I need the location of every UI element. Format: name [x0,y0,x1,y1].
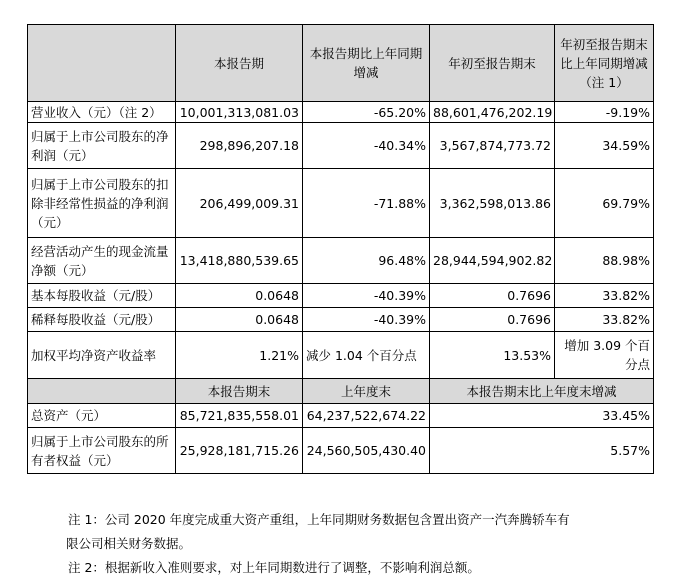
header-blank-cell [28,25,176,102]
header-current-yoy: 本报告期比上年同期增减 [303,25,430,102]
subheader-change: 本报告期末比上年度末增减 [430,379,654,404]
cell-value: 206,499,009.31 [176,169,303,238]
cell-value: 增加 3.09 个百分点 [555,332,654,379]
cell-value: 33.82% [555,284,654,308]
footnote-1-line-2: 限公司相关财务数据。 [66,536,192,551]
cell-value: 298,896,207.18 [176,123,303,169]
cell-value: -40.34% [303,123,430,169]
table-row [28,102,654,123]
cell-value: 24,560,505,430.40 [303,428,430,474]
row-label: 加权平均净资产收益率 [28,332,176,379]
cell-value: 13.53% [430,332,555,379]
cell-value: 34.59% [555,123,654,169]
header-ytd-yoy: 年初至报告期末比上年同期增减（注 1） [555,25,654,102]
footnote-1-line-1: 注 1：公司 2020 年度完成重大资产重组，上年同期财务数据包含置出资产一汽奔腾轿车有 [68,512,570,527]
cell-value: 33.45% [430,404,654,428]
row-label: 归属于上市公司股东的扣除非经常性损益的净利润（元） [28,169,176,238]
cell-value: -9.19% [555,102,654,123]
row-label: 归属于上市公司股东的所有者权益（元） [28,428,176,474]
cell-value: 96.48% [303,238,430,284]
subheader-period-end: 本报告期末 [176,379,303,404]
cell-value: 减少 1.04 个百分点 [303,332,430,379]
cell-value: 10,001,313,081.03 [176,102,303,123]
table-row [28,238,654,284]
subheader-prior-year-end: 上年度末 [303,379,430,404]
financial-summary-table [27,24,654,474]
cell-value: 0.0648 [176,308,303,332]
table-row [28,404,654,428]
table-row [28,284,654,308]
footnote-2: 注 2：根据新收入准则要求，对上年同期数进行了调整，不影响利润总额。 [68,560,480,575]
cell-value: 28,944,594,902.82 [430,238,555,284]
table-row [28,308,654,332]
cell-value: 25,928,181,715.26 [176,428,303,474]
cell-value: -65.20% [303,102,430,123]
cell-value: 88,601,476,202.19 [430,102,555,123]
cell-value: 0.0648 [176,284,303,308]
cell-value: 64,237,522,674.22 [303,404,430,428]
header-ytd: 年初至报告期末 [430,25,555,102]
header-current-period: 本报告期 [176,25,303,102]
table-row [28,123,654,169]
row-label: 经营活动产生的现金流量净额（元） [28,238,176,284]
cell-value: -71.88% [303,169,430,238]
cell-value: -40.39% [303,308,430,332]
cell-value: 13,418,880,539.65 [176,238,303,284]
table-row [28,169,654,238]
table-row [28,332,654,379]
cell-value: 33.82% [555,308,654,332]
footnotes [68,508,648,580]
table-subheader-row [28,379,654,404]
cell-value: -40.39% [303,284,430,308]
table-header-row [28,25,654,102]
cell-value: 5.57% [430,428,654,474]
row-label: 稀释每股收益（元/股） [28,308,176,332]
row-label: 营业收入（元）（注 2） [28,102,176,123]
table-row [28,428,654,474]
row-label: 基本每股收益（元/股） [28,284,176,308]
row-label: 归属于上市公司股东的净利润（元） [28,123,176,169]
cell-value: 3,362,598,013.86 [430,169,555,238]
cell-value: 3,567,874,773.72 [430,123,555,169]
cell-value: 69.79% [555,169,654,238]
row-label: 总资产（元） [28,404,176,428]
cell-value: 0.7696 [430,308,555,332]
cell-value: 85,721,835,558.01 [176,404,303,428]
cell-value: 1.21% [176,332,303,379]
cell-value: 0.7696 [430,284,555,308]
cell-value: 88.98% [555,238,654,284]
subheader-blank-cell [28,379,176,404]
